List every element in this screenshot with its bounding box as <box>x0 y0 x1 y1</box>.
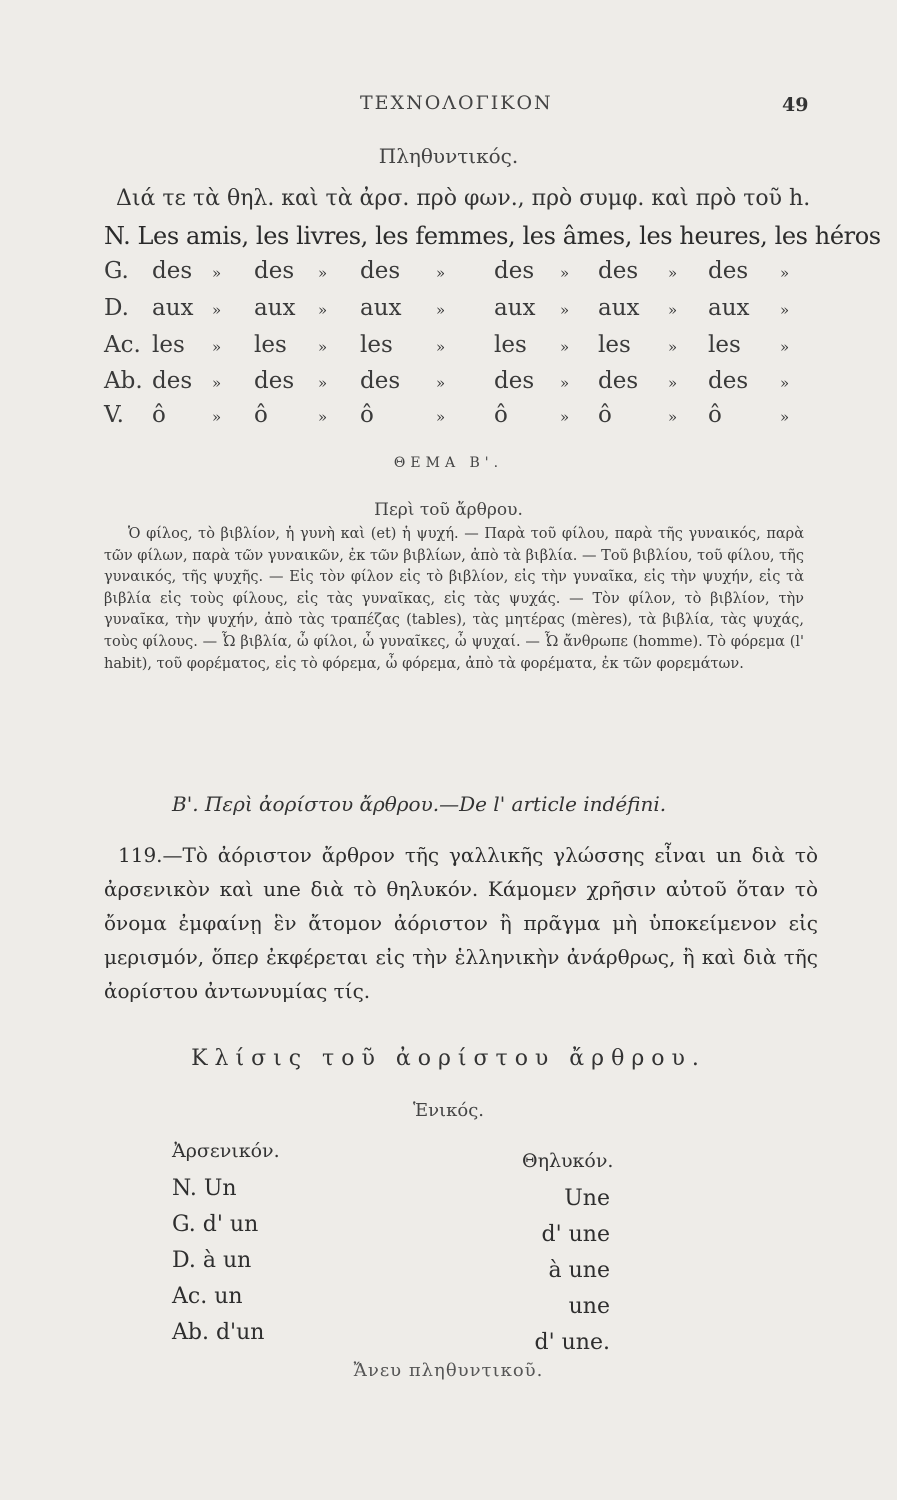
plural-intro: Διά τε τὰ θηλ. καὶ τὰ ἀρσ. πρὸ φων., πρὸ συμφ. καὶ πρὸ τοῦ h. <box>116 186 811 211</box>
article-form: aux <box>152 295 194 321</box>
ditto-mark: » <box>318 408 328 426</box>
theme-exercise-text: Ὁ φίλος, τὸ βιβλίον, ἡ γυνὴ καὶ (et) ἡ ψυχή. — Παρὰ τοῦ φίλου, παρὰ τῆς γυναικός, παρὰ τῶν φίλων, παρὰ τῶν γυναικῶν, ἐκ τῶν βιβλίων, ἀπὸ τὰ βιβλία. — Τοῦ βιβλίου, τοῦ φίλου, τῆς γυναικός, τῆς ψυχῆς. — Εἰς τὸν φίλον εἰς τὸ βιβλίον, εἰς τὴν γυναῖκα, εἰς τὴν ψυχήν, εἰς τὰ βιβλία εἰς τοὺς φίλους, εἰς τὰς γυναῖκας, εἰς τὰς ψυχάς. — Τὸν φίλον, τὸ βιβλίον, τὴν γυναῖκα, τὴν ψυχήν, ἀπὸ τὰς τραπέζας (tables), τὰς μητέρας (mères), τὰ βιβλία, τὰς ψυχάς, τοὺς φίλους. — Ὦ βιβλία, ὦ φίλοι, ὦ γυναῖκες, ὦ ψυχαί. — Ὦ ἄνθρωπε (homme). Τὸ φόρεμα (l' habit), τοῦ φορέματος, εἰς τὸ φόρεμα, ὦ φόρεμα, ἀπὸ τὰ φορέματα, ἐκ τῶν φορεμάτων. <box>104 526 804 672</box>
ditto-mark: » <box>436 338 446 356</box>
case-label: Ab. <box>104 368 143 394</box>
article-form: aux <box>360 295 402 321</box>
ditto-mark: » <box>318 338 328 356</box>
ditto-mark: » <box>212 301 222 319</box>
article-form: les <box>360 332 393 358</box>
article-form: des <box>494 258 535 284</box>
ditto-mark: » <box>318 264 328 282</box>
masculine-form: Ac. un <box>172 1284 243 1309</box>
masculine-form: Ab. d'un <box>172 1320 265 1345</box>
article-form: aux <box>708 295 750 321</box>
page-header <box>0 92 897 122</box>
singular-title: Ἑνικός. <box>412 1100 485 1121</box>
paragraph-119-text: 119.—Τὸ ἀόριστον ἄρθρον τῆς γαλλικῆς γλώσσης εἶναι un διὰ τὸ ἀρσενικὸν καὶ une διὰ τὸ θηλυκόν. Κάμομεν χρῆσιν αὐτοῦ ὅταν τὸ ὄνομα ἐμφαίνῃ ἓν ἄτομον ἀόριστον ἢ πρᾶγμα μὴ ὑποκείμενον εἰς μερισμόν, ὅπερ ἐκφέρεται εἰς τὴν ἑλληνικὴν ἀνάρθρως, ἢ καὶ διὰ τῆς ἀορίστου ἀντωνυμίας τίς. <box>104 843 818 1003</box>
article-form: des <box>152 258 193 284</box>
article-form: ô <box>494 402 508 428</box>
ditto-mark: » <box>212 374 222 392</box>
declension-title: Κλίσις τοῦ ἀορίστου ἄρθρου. <box>191 1046 706 1071</box>
ditto-mark: » <box>668 338 678 356</box>
ditto-mark: » <box>668 374 678 392</box>
ditto-mark: » <box>780 374 790 392</box>
article-form: des <box>708 258 749 284</box>
masculine-heading: Ἀρσενικόν. <box>172 1140 280 1162</box>
ditto-mark: » <box>668 264 678 282</box>
ditto-mark: » <box>212 264 222 282</box>
ditto-mark: » <box>560 264 570 282</box>
feminine-heading: Θηλυκόν. <box>522 1150 614 1172</box>
ditto-mark: » <box>436 408 446 426</box>
running-title: ΤΕΧΝΟΛΟΓΙΚΟΝ <box>360 92 553 114</box>
article-form: les <box>708 332 741 358</box>
article-form: des <box>708 368 749 394</box>
article-form: aux <box>598 295 640 321</box>
article-form: des <box>598 368 639 394</box>
theme-subtitle: Περὶ τοῦ ἄρθρου. <box>374 500 523 520</box>
article-form: les <box>598 332 631 358</box>
ditto-mark: » <box>560 408 570 426</box>
ditto-mark: » <box>212 338 222 356</box>
ditto-mark: » <box>668 301 678 319</box>
ditto-mark: » <box>560 374 570 392</box>
declension-row <box>104 368 804 404</box>
article-form: les <box>254 332 287 358</box>
ditto-mark: » <box>560 301 570 319</box>
feminine-form: une <box>568 1294 610 1319</box>
declension-row <box>104 332 804 368</box>
page-number: 49 <box>782 94 809 116</box>
feminine-form: d' une <box>541 1222 610 1247</box>
masculine-form: D. à un <box>172 1248 252 1273</box>
paragraph-119 <box>104 838 818 1008</box>
case-label: D. <box>104 295 129 321</box>
masculine-form: N. Un <box>172 1176 237 1201</box>
ditto-mark: » <box>560 338 570 356</box>
ditto-mark: » <box>436 374 446 392</box>
footer-note: Ἄνευ πληθυντικοῦ. <box>353 1360 544 1381</box>
article-form: ô <box>598 402 612 428</box>
article-form: aux <box>254 295 296 321</box>
ditto-mark: » <box>780 408 790 426</box>
declension-row <box>104 402 804 438</box>
ditto-mark: » <box>780 301 790 319</box>
section-b-heading: Β'. Περὶ ἀορίστου ἄρθρου.—De l' article indéfini. <box>172 792 667 816</box>
theme-exercise <box>104 524 804 675</box>
article-form: les <box>152 332 185 358</box>
case-label: V. <box>104 402 124 428</box>
ditto-mark: » <box>318 301 328 319</box>
article-form: des <box>152 368 193 394</box>
masculine-form: G. d' un <box>172 1212 259 1237</box>
ditto-mark: » <box>436 301 446 319</box>
article-form: des <box>598 258 639 284</box>
ditto-mark: » <box>318 374 328 392</box>
article-form: des <box>254 368 295 394</box>
ditto-mark: » <box>668 408 678 426</box>
article-form: ô <box>254 402 268 428</box>
article-form: les <box>494 332 527 358</box>
theme-title: ΘΕΜΑ Β'. <box>393 455 504 471</box>
plural-title: Πληθυντικός. <box>378 144 519 168</box>
case-label: Ac. <box>104 332 141 358</box>
feminine-form: à une <box>548 1258 610 1283</box>
article-form: des <box>360 368 401 394</box>
article-form: des <box>254 258 295 284</box>
case-label: G. <box>104 258 129 284</box>
declension-row <box>104 258 804 294</box>
article-form: ô <box>708 402 722 428</box>
declension-header: N. Les amis, les livres, les femmes, les âmes, les heures, les héros <box>104 222 881 250</box>
feminine-form: Une <box>564 1186 610 1211</box>
feminine-form: d' une. <box>534 1330 610 1355</box>
declension-row <box>104 295 804 331</box>
article-form: aux <box>494 295 536 321</box>
ditto-mark: » <box>780 338 790 356</box>
ditto-mark: » <box>436 264 446 282</box>
article-form: ô <box>360 402 374 428</box>
article-form: ô <box>152 402 166 428</box>
article-form: des <box>360 258 401 284</box>
ditto-mark: » <box>212 408 222 426</box>
article-form: des <box>494 368 535 394</box>
ditto-mark: » <box>780 264 790 282</box>
